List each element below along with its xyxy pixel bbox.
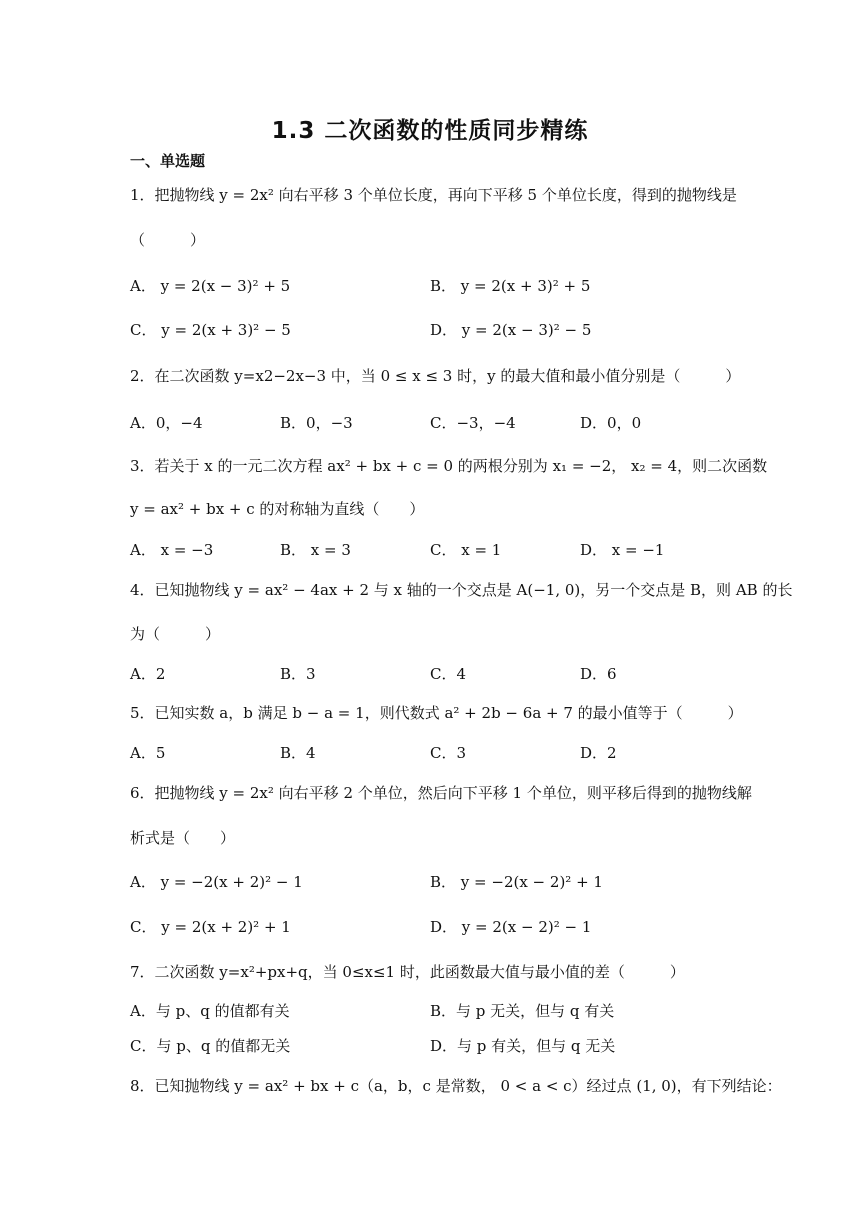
q4-option-a: A．2 bbox=[130, 665, 166, 683]
q2-option-b: B．0，−3 bbox=[280, 414, 353, 432]
q2-option-c: C．−3，−4 bbox=[430, 414, 516, 432]
q3-option-d: D． x = −1 bbox=[580, 541, 665, 559]
q4-stem-line-2: 为（ ） bbox=[130, 625, 221, 643]
q3-stem-line-2: y = ax² + bx + c 的对称轴为直线（ ） bbox=[130, 500, 425, 518]
q3-option-a: A． x = −3 bbox=[130, 541, 214, 559]
q6-option-a: A． y = −2(x + 2)² − 1 bbox=[130, 873, 303, 891]
q7-option-b: B．与 p 无关，但与 q 有关 bbox=[430, 1002, 615, 1020]
q4-option-b: B．3 bbox=[280, 665, 316, 683]
q3-option-b: B． x = 3 bbox=[280, 541, 351, 559]
q2-option-a: A．0，−4 bbox=[130, 414, 203, 432]
q2-option-d: D．0，0 bbox=[580, 414, 642, 432]
q7-option-c: C．与 p、q 的值都无关 bbox=[130, 1037, 291, 1055]
q4-option-c: C．4 bbox=[430, 665, 467, 683]
q6-option-c: C． y = 2(x + 2)² + 1 bbox=[130, 918, 291, 936]
q6-option-d: D． y = 2(x − 2)² − 1 bbox=[430, 918, 592, 936]
q2-stem-line-1: 2．在二次函数 y=x2−2x−3 中，当 0 ≤ x ≤ 3 时，y 的最大值和最小值分别是（ ） bbox=[130, 367, 741, 385]
q5-option-b: B．4 bbox=[280, 744, 316, 762]
q7-option-d: D．与 p 有关，但与 q 无关 bbox=[430, 1037, 616, 1055]
q5-option-c: C．3 bbox=[430, 744, 467, 762]
q6-stem-line-2: 析式是（ ） bbox=[130, 829, 236, 847]
q1-option-a: A． y = 2(x − 3)² + 5 bbox=[130, 277, 291, 295]
q5-stem-line-1: 5．已知实数 a，b 满足 b − a = 1，则代数式 a² + 2b − 6a + 7 的最小值等于（ ） bbox=[130, 704, 743, 722]
q7-option-a: A．与 p、q 的值都有关 bbox=[130, 1002, 290, 1020]
q8-stem-line-1: 8．已知抛物线 y = ax² + bx + c（a，b，c 是常数， 0 < a < c）经过点 (1, 0)，有下列结论： bbox=[130, 1077, 782, 1095]
q6-option-b: B． y = −2(x − 2)² + 1 bbox=[430, 873, 603, 891]
q1-option-d: D． y = 2(x − 3)² − 5 bbox=[430, 321, 592, 339]
q7-stem-line-1: 7．二次函数 y=x²+px+q，当 0≤x≤1 时，此函数最大值与最小值的差（ ） bbox=[130, 963, 685, 981]
q1-stem-line-1: 1．把抛物线 y = 2x² 向右平移 3 个单位长度，再向下平移 5 个单位长度，得到的抛物线是 bbox=[130, 186, 737, 204]
q5-option-d: D．2 bbox=[580, 744, 617, 762]
q1-option-b: B． y = 2(x + 3)² + 5 bbox=[430, 277, 591, 295]
q4-option-d: D．6 bbox=[580, 665, 617, 683]
q3-stem-line-1: 3．若关于 x 的一元二次方程 ax² + bx + c = 0 的两根分别为 x₁ = −2， x₂ = 4，则二次函数 bbox=[130, 457, 768, 475]
q6-stem-line-1: 6．把抛物线 y = 2x² 向右平移 2 个单位，然后向下平移 1 个单位，则平移后得到的抛物线解 bbox=[130, 784, 752, 802]
q1-option-c: C． y = 2(x + 3)² − 5 bbox=[130, 321, 291, 339]
q3-option-c: C． x = 1 bbox=[430, 541, 502, 559]
q5-option-a: A．5 bbox=[130, 744, 166, 762]
q4-stem-line-1: 4．已知抛物线 y = ax² − 4ax + 2 与 x 轴的一个交点是 A(−1, 0)，另一个交点是 B，则 AB 的长 bbox=[130, 581, 793, 599]
q1-stem-line-2: （ ） bbox=[130, 231, 206, 249]
document-title: 1.3 二次函数的性质同步精练 bbox=[271, 118, 589, 144]
section-heading: 一、单选题 bbox=[130, 152, 206, 170]
